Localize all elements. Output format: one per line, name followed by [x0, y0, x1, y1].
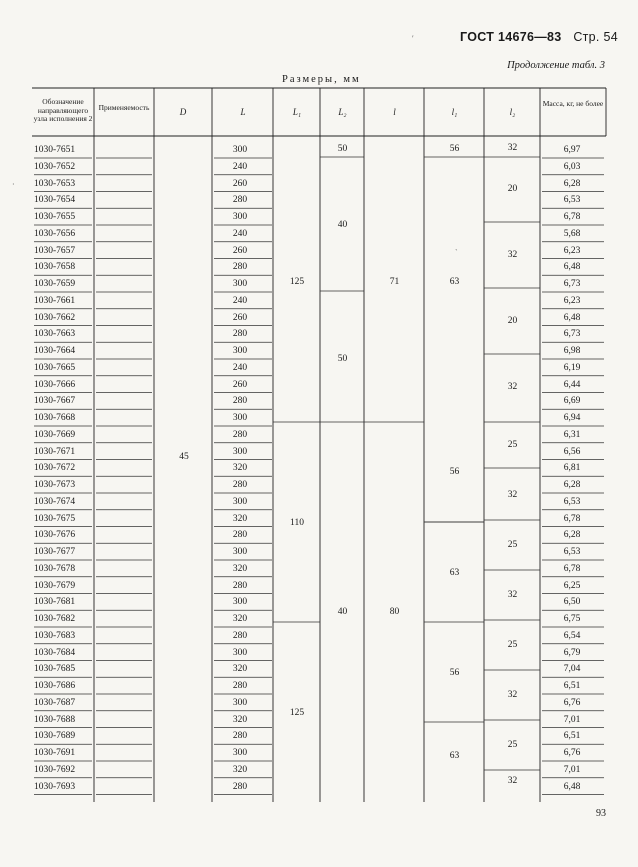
row-L-value: 300 [232, 346, 248, 356]
row-mass-value: 6,76 [563, 697, 581, 708]
row-L-value: 300 [232, 212, 248, 222]
row-L-value: 300 [232, 446, 248, 457]
merged-L2-d: 40 [337, 607, 348, 617]
row-designation: 1030-7684 [34, 647, 76, 658]
row-designation: 1030-7657 [34, 245, 76, 256]
row-L-value: 280 [232, 396, 248, 407]
row-mass-value: 6,75 [563, 614, 581, 624]
row-L-value: 320 [232, 513, 248, 524]
row-mass-value: 6,78 [563, 563, 581, 574]
row-mass-value: 6,53 [563, 547, 581, 557]
row-mass-value: 7,01 [563, 764, 581, 775]
row-mass-value: 6,03 [563, 161, 581, 172]
row-designation: 1030-7661 [34, 295, 76, 306]
row-L-value: 320 [232, 714, 248, 725]
row-L-value: 300 [232, 496, 248, 507]
row-designation: 1030-7679 [34, 580, 76, 591]
merged-l2-8: 25 [507, 540, 518, 550]
merged-L1-c: 125 [289, 708, 305, 718]
col-header-l2: l₂ [509, 107, 516, 117]
merged-L2-c: 50 [337, 354, 348, 364]
merged-l1-a: 56 [449, 144, 460, 154]
row-designation: 1030-7686 [34, 681, 76, 691]
row-L-value: 300 [232, 647, 248, 658]
merged-l1-e: 56 [449, 668, 460, 678]
row-mass-value: 6,31 [563, 429, 581, 440]
row-mass-value: 6,28 [563, 178, 581, 189]
merged-l2-3: 32 [507, 250, 518, 260]
row-mass-value: 6,44 [563, 379, 581, 390]
row-designation: 1030-7682 [34, 614, 76, 624]
page-label: Стр. 54 [573, 30, 618, 44]
row-L-value: 320 [232, 463, 248, 474]
row-designation: 1030-7652 [34, 161, 76, 172]
row-L-value: 240 [232, 161, 248, 172]
row-designation: 1030-7674 [34, 496, 76, 507]
row-L-value: 260 [232, 245, 248, 256]
merged-l2-7: 32 [507, 490, 518, 500]
table-continuation-note: Продолжение табл. 3 [507, 60, 605, 71]
row-mass-value: 6,69 [563, 396, 581, 407]
row-mass-value: 6,23 [563, 245, 581, 256]
merged-l1-d: 63 [449, 568, 460, 578]
row-L-value: 260 [232, 178, 248, 189]
page-number: 93 [596, 808, 606, 819]
merged-l-b: 80 [389, 607, 400, 617]
row-designation: 1030-7658 [34, 262, 76, 273]
row-designation: 1030-7666 [34, 379, 76, 390]
row-mass-value: 6,51 [563, 731, 581, 742]
row-L-value: 300 [232, 279, 248, 289]
row-designation: 1030-7687 [34, 697, 76, 708]
row-designation: 1030-7659 [34, 279, 76, 289]
row-mass-value: 6,28 [563, 530, 581, 541]
row-L-value: 280 [232, 262, 248, 273]
merged-l2-2: 20 [507, 184, 518, 194]
row-designation: 1030-7668 [34, 413, 76, 423]
row-L-value: 280 [232, 195, 248, 206]
row-designation: 1030-7664 [34, 346, 76, 356]
row-L-value: 280 [232, 329, 248, 340]
row-mass-value: 6,51 [563, 681, 581, 691]
row-L-value: 320 [232, 563, 248, 574]
merged-l1-c: 56 [449, 467, 460, 477]
row-L-value: 300 [232, 547, 248, 557]
scan-mark: ′ [412, 34, 414, 43]
row-L-value: 300 [232, 597, 248, 608]
col-header-L: L [240, 107, 246, 117]
row-mass-value: 6,98 [563, 346, 581, 356]
row-mass-value: 6,73 [563, 329, 581, 340]
row-mass-value: 7,04 [563, 664, 581, 675]
merged-l1-f: 63 [449, 751, 460, 761]
row-designation: 1030-7665 [34, 362, 76, 373]
row-designation: 1030-7671 [34, 446, 76, 457]
row-L-value: 240 [232, 228, 248, 239]
row-mass-value: 6,48 [563, 312, 581, 323]
merged-l2-12: 25 [507, 740, 518, 750]
row-L-value: 300 [232, 145, 248, 155]
merged-L1-b: 110 [290, 518, 304, 528]
row-designation: 1030-7678 [34, 563, 76, 574]
row-L-value: 300 [232, 697, 248, 708]
row-L-value: 300 [232, 413, 248, 423]
row-designation: 1030-7681 [34, 597, 76, 608]
col-header-mass: Масса, кг, не более [542, 99, 604, 108]
row-designation: 1030-7663 [34, 329, 76, 340]
standard-number: ГОСТ 14676—83 [460, 30, 562, 44]
row-mass-value: 6,23 [563, 295, 581, 306]
sizes-caption: Размеры, мм [282, 74, 361, 85]
row-mass-value: 6,25 [563, 580, 581, 591]
row-L-value: 240 [232, 362, 248, 373]
row-mass-value: 6,78 [563, 513, 581, 524]
merged-l2-5: 32 [507, 382, 518, 392]
scan-mark: ` [455, 248, 458, 257]
row-designation: 1030-7662 [34, 312, 76, 323]
merged-L1-a: 125 [289, 277, 305, 287]
row-designation: 1030-7653 [34, 178, 76, 189]
col-header-l1: l₁ [451, 107, 458, 117]
row-mass-value: 6,50 [563, 597, 581, 608]
col-header-designation: Обозначение направляющего узла исполнения 2 [33, 97, 93, 123]
row-L-value: 280 [232, 681, 248, 691]
row-designation: 1030-7692 [34, 764, 76, 775]
row-mass-value: 6,73 [563, 279, 581, 289]
merged-l2-4: 20 [507, 316, 518, 326]
merged-L2-a: 50 [337, 144, 348, 154]
merged-l2-6: 25 [507, 440, 518, 450]
merged-l-a: 71 [389, 277, 400, 287]
row-designation: 1030-7677 [34, 547, 76, 557]
row-mass-value: 6,53 [563, 195, 581, 206]
row-mass-value: 6,48 [563, 262, 581, 273]
row-mass-value: 6,48 [563, 781, 581, 792]
row-L-value: 240 [232, 295, 248, 306]
col-header-l: l [393, 107, 396, 117]
row-mass-value: 6,28 [563, 480, 581, 490]
merged-l2-11: 32 [507, 690, 518, 700]
row-designation: 1030-7672 [34, 463, 76, 474]
row-designation: 1030-7683 [34, 630, 76, 641]
row-L-value: 280 [232, 429, 248, 440]
row-mass-value: 6,54 [563, 630, 581, 641]
row-L-value: 260 [232, 379, 248, 390]
row-designation: 1030-7669 [34, 429, 76, 440]
col-header-D: D [179, 107, 187, 117]
col-header-application: Применяемость [98, 103, 150, 112]
merged-l2-1: 32 [507, 143, 518, 153]
row-L-value: 320 [232, 764, 248, 775]
row-L-value: 320 [232, 614, 248, 624]
row-L-value: 280 [232, 530, 248, 541]
row-L-value: 320 [232, 664, 248, 675]
row-designation: 1030-7691 [34, 748, 76, 758]
row-mass-value: 6,81 [563, 463, 581, 474]
row-mass-value: 7,01 [563, 714, 581, 725]
row-designation: 1030-7667 [34, 396, 76, 407]
scan-mark: · [12, 180, 15, 189]
merged-l2-9: 32 [507, 590, 518, 600]
row-mass-value: 6,79 [563, 647, 581, 658]
row-designation: 1030-7689 [34, 731, 76, 742]
row-designation: 1030-7676 [34, 530, 76, 541]
row-mass-value: 6,19 [563, 362, 581, 373]
merged-l2-13: 32 [507, 776, 518, 786]
row-designation: 1030-7651 [34, 145, 76, 155]
col-header-L2: L₂ [338, 107, 347, 117]
row-L-value: 300 [232, 748, 248, 758]
row-designation: 1030-7693 [34, 781, 76, 792]
col-header-L1: L₁ [292, 107, 302, 117]
row-L-value: 260 [232, 312, 248, 323]
row-designation: 1030-7654 [34, 195, 76, 206]
row-designation: 1030-7673 [34, 480, 76, 490]
row-mass-value: 6,78 [563, 212, 581, 222]
row-L-value: 280 [232, 580, 248, 591]
row-mass-value: 6,76 [563, 748, 581, 758]
row-designation: 1030-7688 [34, 714, 76, 725]
row-designation: 1030-7655 [34, 212, 76, 222]
merged-L2-b: 40 [337, 220, 348, 230]
row-L-value: 280 [232, 731, 248, 742]
row-mass-value: 6,53 [563, 496, 581, 507]
row-mass-value: 6,56 [563, 446, 581, 457]
merged-l2-10: 25 [507, 640, 518, 650]
row-mass-value: 5,68 [563, 228, 581, 239]
merged-D: 45 [179, 452, 189, 462]
row-designation: 1030-7685 [34, 664, 76, 675]
row-mass-value: 6,97 [563, 145, 581, 155]
row-L-value: 280 [232, 781, 248, 792]
row-designation: 1030-7675 [34, 513, 76, 524]
row-L-value: 280 [232, 630, 248, 641]
merged-l1-b: 63 [449, 277, 460, 287]
row-L-value: 280 [232, 480, 248, 490]
row-mass-value: 6,94 [563, 413, 581, 423]
row-designation: 1030-7656 [34, 228, 76, 239]
